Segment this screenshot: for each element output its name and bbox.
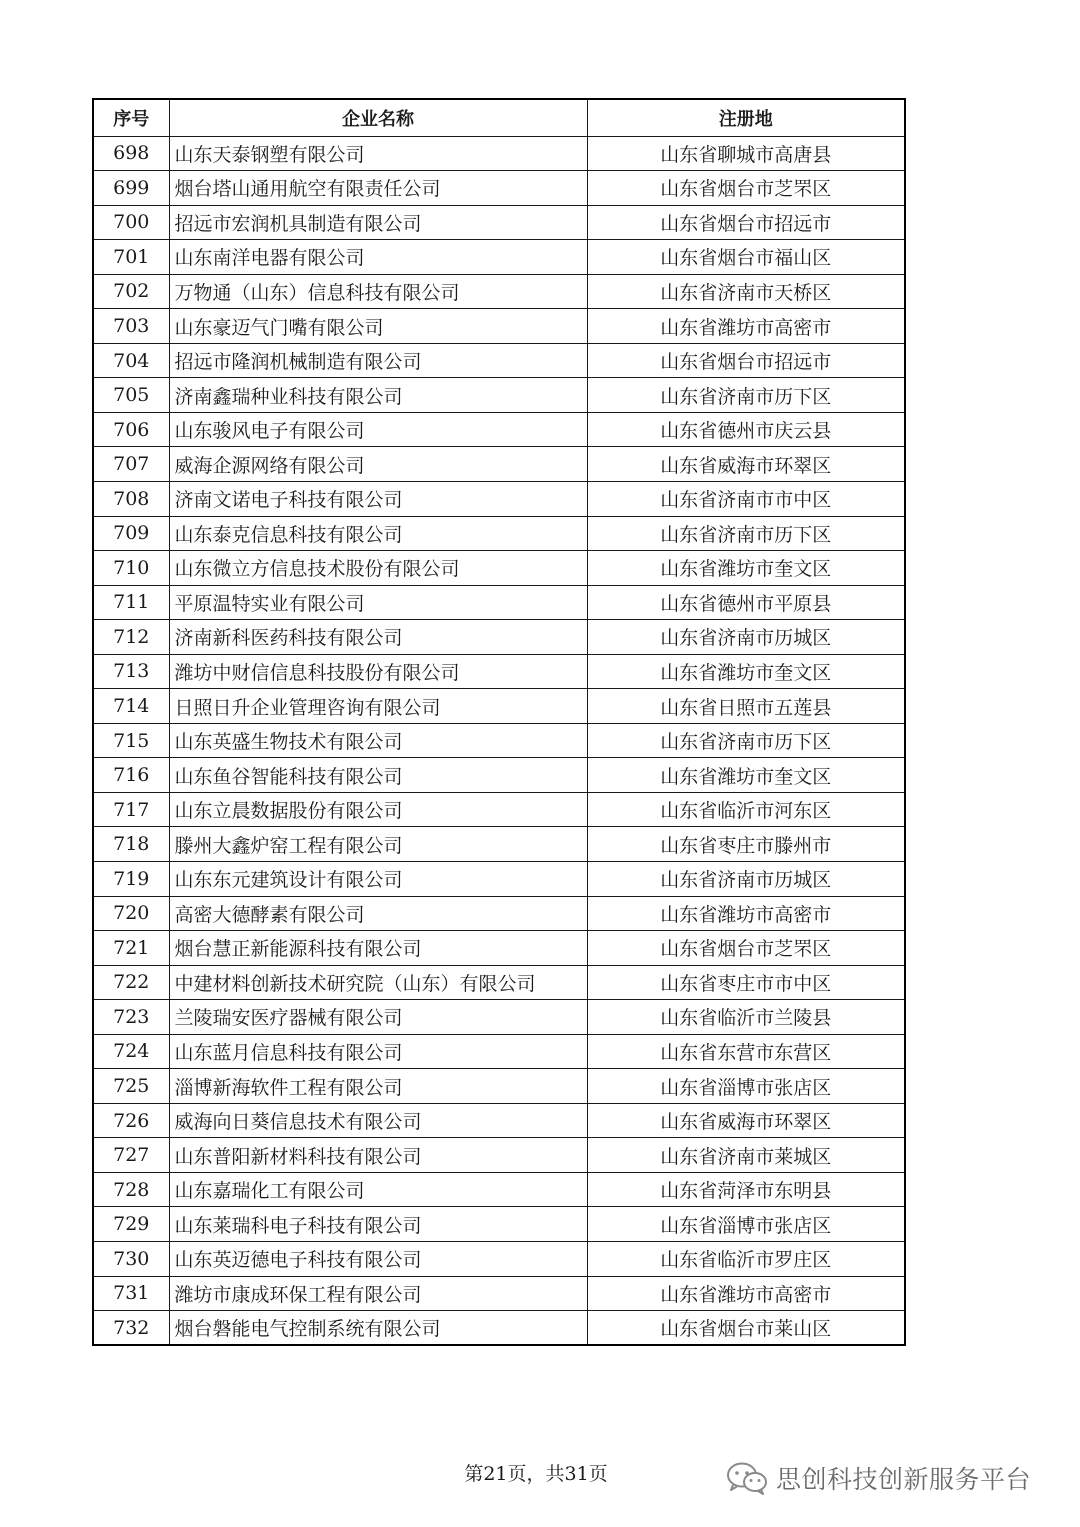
row-company-name: 招远市宏润机具制造有限公司 xyxy=(169,205,587,240)
row-registered-location: 山东省淄博市张店区 xyxy=(587,1207,905,1242)
row-company-name: 山东立晨数据股份有限公司 xyxy=(169,792,587,827)
row-registered-location: 山东省济南市历下区 xyxy=(587,516,905,551)
row-company-name: 山东英迈德电子科技有限公司 xyxy=(169,1242,587,1277)
row-serial-number: 725 xyxy=(93,1069,169,1104)
row-company-name: 山东普阳新材料科技有限公司 xyxy=(169,1138,587,1173)
header-company-name: 企业名称 xyxy=(169,99,587,136)
row-registered-location: 山东省枣庄市市中区 xyxy=(587,965,905,1000)
table-row xyxy=(93,758,905,793)
row-company-name: 山东东元建筑设计有限公司 xyxy=(169,861,587,896)
row-company-name: 万物通（山东）信息科技有限公司 xyxy=(169,274,587,309)
row-company-name: 威海企源网络有限公司 xyxy=(169,447,587,482)
table-row xyxy=(93,171,905,206)
row-serial-number: 718 xyxy=(93,827,169,862)
row-serial-number: 700 xyxy=(93,205,169,240)
row-serial-number: 720 xyxy=(93,896,169,931)
row-serial-number: 709 xyxy=(93,516,169,551)
table-row xyxy=(93,1276,905,1311)
row-registered-location: 山东省烟台市福山区 xyxy=(587,240,905,275)
row-registered-location: 山东省济南市莱城区 xyxy=(587,1138,905,1173)
row-registered-location: 山东省济南市天桥区 xyxy=(587,274,905,309)
row-registered-location: 山东省威海市环翠区 xyxy=(587,447,905,482)
row-company-name: 山东莱瑞科电子科技有限公司 xyxy=(169,1207,587,1242)
row-serial-number: 698 xyxy=(93,136,169,171)
table-row xyxy=(93,136,905,171)
row-serial-number: 727 xyxy=(93,1138,169,1173)
table-row xyxy=(93,654,905,689)
row-serial-number: 723 xyxy=(93,1000,169,1035)
table-body xyxy=(93,136,905,1345)
table-row xyxy=(93,205,905,240)
row-serial-number: 701 xyxy=(93,240,169,275)
row-serial-number: 714 xyxy=(93,689,169,724)
row-registered-location: 山东省济南市历下区 xyxy=(587,723,905,758)
row-company-name: 山东骏风电子有限公司 xyxy=(169,412,587,447)
row-serial-number: 731 xyxy=(93,1276,169,1311)
table-row xyxy=(93,1242,905,1277)
row-serial-number: 708 xyxy=(93,481,169,516)
row-registered-location: 山东省烟台市莱山区 xyxy=(587,1311,905,1346)
row-registered-location: 山东省临沂市河东区 xyxy=(587,792,905,827)
row-company-name: 日照日升企业管理咨询有限公司 xyxy=(169,689,587,724)
table-row xyxy=(93,1103,905,1138)
table-row xyxy=(93,1069,905,1104)
row-company-name: 山东南洋电器有限公司 xyxy=(169,240,587,275)
table-row xyxy=(93,1034,905,1069)
row-company-name: 招远市隆润机械制造有限公司 xyxy=(169,343,587,378)
table-row xyxy=(93,689,905,724)
table-row xyxy=(93,1207,905,1242)
row-registered-location: 山东省潍坊市高密市 xyxy=(587,309,905,344)
row-company-name: 山东豪迈气门嘴有限公司 xyxy=(169,309,587,344)
row-registered-location: 山东省淄博市张店区 xyxy=(587,1069,905,1104)
row-registered-location: 山东省潍坊市奎文区 xyxy=(587,654,905,689)
row-serial-number: 705 xyxy=(93,378,169,413)
row-company-name: 烟台磐能电气控制系统有限公司 xyxy=(169,1311,587,1346)
row-company-name: 平原温特实业有限公司 xyxy=(169,585,587,620)
row-serial-number: 707 xyxy=(93,447,169,482)
table-row xyxy=(93,620,905,655)
row-serial-number: 703 xyxy=(93,309,169,344)
row-serial-number: 699 xyxy=(93,171,169,206)
table-row xyxy=(93,723,905,758)
row-company-name: 济南新科医药科技有限公司 xyxy=(169,620,587,655)
table-row xyxy=(93,1172,905,1207)
row-serial-number: 721 xyxy=(93,931,169,966)
row-serial-number: 706 xyxy=(93,412,169,447)
row-company-name: 中建材料创新技术研究院（山东）有限公司 xyxy=(169,965,587,1000)
row-registered-location: 山东省菏泽市东明县 xyxy=(587,1172,905,1207)
row-registered-location: 山东省临沂市兰陵县 xyxy=(587,1000,905,1035)
table-header-row xyxy=(93,99,905,136)
row-registered-location: 山东省烟台市芝罘区 xyxy=(587,931,905,966)
table-row xyxy=(93,931,905,966)
row-registered-location: 山东省烟台市招远市 xyxy=(587,205,905,240)
table-row xyxy=(93,516,905,551)
row-company-name: 兰陵瑞安医疗器械有限公司 xyxy=(169,1000,587,1035)
table-row xyxy=(93,309,905,344)
row-company-name: 山东鱼谷智能科技有限公司 xyxy=(169,758,587,793)
page-number-label: 第21页，共31页 xyxy=(464,1463,608,1485)
row-company-name: 山东嘉瑞化工有限公司 xyxy=(169,1172,587,1207)
row-serial-number: 702 xyxy=(93,274,169,309)
company-table-container xyxy=(92,98,904,1346)
table-row xyxy=(93,343,905,378)
row-serial-number: 704 xyxy=(93,343,169,378)
table-row xyxy=(93,412,905,447)
row-serial-number: 729 xyxy=(93,1207,169,1242)
table-row xyxy=(93,896,905,931)
row-registered-location: 山东省潍坊市高密市 xyxy=(587,1276,905,1311)
row-company-name: 高密大德酵素有限公司 xyxy=(169,896,587,931)
row-company-name: 山东天泰钢塑有限公司 xyxy=(169,136,587,171)
row-registered-location: 山东省烟台市芝罘区 xyxy=(587,171,905,206)
table-row xyxy=(93,274,905,309)
watermark-text: 思创科技创新服务平台 xyxy=(776,1465,1032,1494)
header-registered-location: 注册地 xyxy=(587,99,905,136)
table-row xyxy=(93,861,905,896)
row-registered-location: 山东省临沂市罗庄区 xyxy=(587,1242,905,1277)
table-row xyxy=(93,481,905,516)
row-registered-location: 山东省聊城市高唐县 xyxy=(587,136,905,171)
row-company-name: 烟台慧正新能源科技有限公司 xyxy=(169,931,587,966)
row-registered-location: 山东省日照市五莲县 xyxy=(587,689,905,724)
row-serial-number: 715 xyxy=(93,723,169,758)
table-row xyxy=(93,1138,905,1173)
row-serial-number: 732 xyxy=(93,1311,169,1346)
row-company-name: 济南文诺电子科技有限公司 xyxy=(169,481,587,516)
row-serial-number: 730 xyxy=(93,1242,169,1277)
table-row xyxy=(93,378,905,413)
table-row xyxy=(93,447,905,482)
row-company-name: 淄博新海软件工程有限公司 xyxy=(169,1069,587,1104)
table-row xyxy=(93,792,905,827)
row-serial-number: 711 xyxy=(93,585,169,620)
header-serial-number: 序号 xyxy=(93,99,169,136)
row-serial-number: 710 xyxy=(93,551,169,586)
row-registered-location: 山东省济南市历下区 xyxy=(587,378,905,413)
row-company-name: 烟台塔山通用航空有限责任公司 xyxy=(169,171,587,206)
wechat-icon xyxy=(726,1461,768,1495)
table-row xyxy=(93,1311,905,1346)
row-company-name: 潍坊市康成环保工程有限公司 xyxy=(169,1276,587,1311)
table-row xyxy=(93,585,905,620)
row-registered-location: 山东省东营市东营区 xyxy=(587,1034,905,1069)
row-registered-location: 山东省济南市市中区 xyxy=(587,481,905,516)
table-row xyxy=(93,240,905,275)
row-registered-location: 山东省济南市历城区 xyxy=(587,620,905,655)
row-serial-number: 726 xyxy=(93,1103,169,1138)
row-registered-location: 山东省潍坊市奎文区 xyxy=(587,551,905,586)
table-row xyxy=(93,965,905,1000)
row-serial-number: 716 xyxy=(93,758,169,793)
row-serial-number: 712 xyxy=(93,620,169,655)
row-serial-number: 719 xyxy=(93,861,169,896)
row-registered-location: 山东省潍坊市奎文区 xyxy=(587,758,905,793)
row-company-name: 济南鑫瑞种业科技有限公司 xyxy=(169,378,587,413)
company-table xyxy=(92,98,906,1346)
row-company-name: 山东泰克信息科技有限公司 xyxy=(169,516,587,551)
row-registered-location: 山东省潍坊市高密市 xyxy=(587,896,905,931)
row-serial-number: 722 xyxy=(93,965,169,1000)
table-row xyxy=(93,551,905,586)
row-company-name: 山东蓝月信息科技有限公司 xyxy=(169,1034,587,1069)
row-serial-number: 728 xyxy=(93,1172,169,1207)
row-company-name: 威海向日葵信息技术有限公司 xyxy=(169,1103,587,1138)
row-serial-number: 724 xyxy=(93,1034,169,1069)
table-row xyxy=(93,827,905,862)
row-registered-location: 山东省威海市环翠区 xyxy=(587,1103,905,1138)
row-registered-location: 山东省德州市平原县 xyxy=(587,585,905,620)
row-serial-number: 713 xyxy=(93,654,169,689)
row-company-name: 山东微立方信息技术股份有限公司 xyxy=(169,551,587,586)
row-company-name: 滕州大鑫炉窑工程有限公司 xyxy=(169,827,587,862)
row-registered-location: 山东省济南市历城区 xyxy=(587,861,905,896)
row-registered-location: 山东省烟台市招远市 xyxy=(587,343,905,378)
row-serial-number: 717 xyxy=(93,792,169,827)
row-registered-location: 山东省枣庄市滕州市 xyxy=(587,827,905,862)
row-company-name: 山东英盛生物技术有限公司 xyxy=(169,723,587,758)
watermark xyxy=(726,1460,1031,1496)
table-row xyxy=(93,1000,905,1035)
row-registered-location: 山东省德州市庆云县 xyxy=(587,412,905,447)
row-company-name: 潍坊中财信信息科技股份有限公司 xyxy=(169,654,587,689)
